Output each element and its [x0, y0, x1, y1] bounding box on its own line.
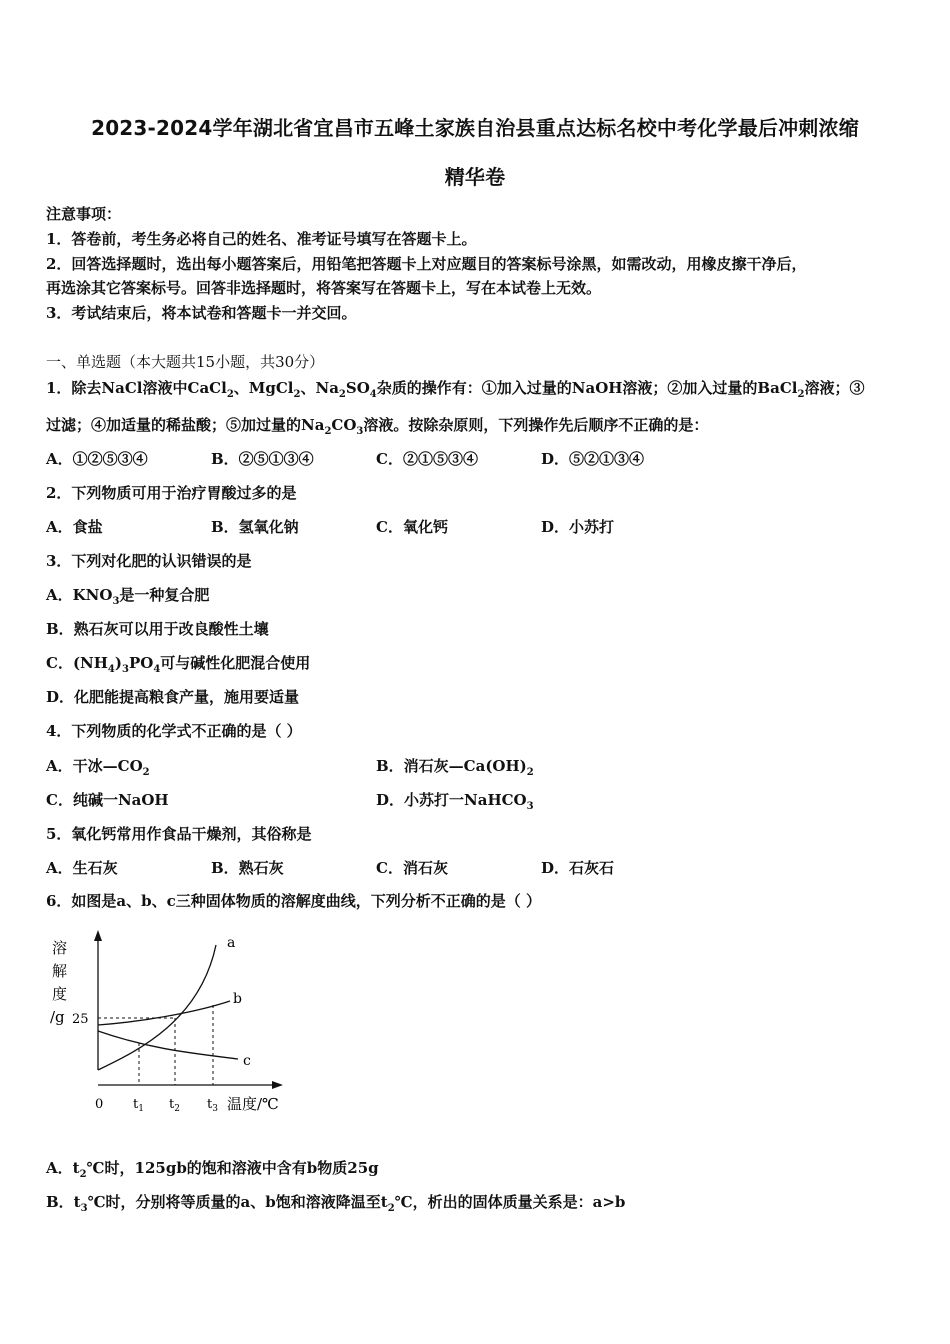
q1-sub: 2 — [797, 389, 805, 400]
q4-option-b-sub: 2 — [526, 767, 534, 778]
curve-a-label: a — [227, 935, 236, 951]
q2-option-a[interactable]: A．食盐 — [46, 518, 103, 536]
q1-option-a[interactable]: A．①②⑤③④ — [46, 450, 148, 468]
q4-option-c[interactable]: C．纯碱一NaOH — [46, 791, 169, 809]
q4-option-b[interactable] — [376, 755, 534, 778]
q3-option-a-text: 是一种复合肥 — [119, 586, 210, 604]
q1-sub: 2 — [324, 426, 332, 437]
q6-option-a-text: ℃时，125gb的饱和溶液中含有b物质25g — [86, 1159, 379, 1177]
curve-c — [98, 1031, 238, 1059]
q6-option-b-sub: 3 — [80, 1203, 88, 1214]
y-axis-arrow — [94, 930, 102, 941]
q3-option-a[interactable] — [46, 584, 209, 607]
t2-main: t — [169, 1097, 175, 1112]
q2-option-d[interactable]: D．小苏打 — [541, 518, 615, 536]
y-label-char-3: 度 — [52, 985, 68, 1003]
y-tick-25: 25 — [72, 1012, 89, 1027]
q4-option-d-text: D．小苏打一NaHCO — [376, 791, 527, 809]
note-item-1: 1．答卷前，考生务必将自己的姓名、准考证号填写在答题卡上。 — [46, 230, 477, 248]
y-label-unit: /g — [50, 1008, 65, 1026]
q3-option-d[interactable]: D．化肥能提高粮食产量，施用要适量 — [46, 688, 300, 706]
q6-option-b[interactable] — [46, 1191, 625, 1214]
q1-option-b[interactable]: B．②⑤①③④ — [211, 450, 314, 468]
q1-sub: 2 — [338, 389, 346, 400]
q6-option-a-text: A．t — [46, 1159, 80, 1177]
curve-b-label: b — [233, 991, 242, 1007]
q4-option-b-text: B．消石灰—Ca(OH) — [376, 757, 527, 775]
origin-label: 0 — [95, 1097, 104, 1112]
q6-option-b-text: ℃时，分别将等质量的a、b饱和溶液降温至t — [87, 1193, 388, 1211]
q1-text: 杂质的操作有：①加入过量的NaOH溶液；②加入过量的BaCl — [376, 379, 798, 397]
q3-option-c-sub: 3 — [122, 664, 129, 675]
q1-text: 1．除去NaCl溶液中CaCl — [46, 379, 227, 397]
q1-text: 过滤；④加适量的稀盐酸；⑤加过量的Na — [46, 416, 325, 434]
q6-stem: 6．如图是a、b、c三种固体物质的溶解度曲线，下列分析不正确的是（ ） — [46, 892, 542, 910]
q1-option-d[interactable]: D．⑤②①③④ — [541, 450, 645, 468]
q5-option-b[interactable]: B．熟石灰 — [211, 859, 284, 877]
q3-option-c-sub: 4 — [153, 664, 161, 675]
y-label-char-2: 解 — [52, 962, 68, 980]
q1-text: SO — [345, 379, 370, 397]
q1-stem — [46, 377, 864, 400]
q1-text: 、MgCl — [233, 379, 294, 397]
note-item-2-cont: 再选涂其它答案标号。回答非选择题时，将答案写在答题卡上，写在本试卷上无效。 — [46, 279, 602, 297]
q1-text: 溶液。按除杂原则，下列操作先后顺序不正确的是： — [363, 416, 709, 434]
q1-sub: 3 — [356, 426, 364, 437]
y-label-char-1: 溶 — [52, 939, 68, 957]
q1-sub: 2 — [293, 389, 301, 400]
q3-option-c-sub: 4 — [107, 664, 115, 675]
q1-text: CO — [331, 416, 357, 434]
q4-stem: 4．下列物质的化学式不正确的是（ ） — [46, 722, 302, 740]
q3-option-c-text: ) — [114, 654, 122, 672]
q5-option-a[interactable]: A．生石灰 — [46, 859, 118, 877]
solubility-curve-graph — [40, 925, 300, 1125]
t1-sub: 1 — [138, 1104, 144, 1114]
q4-option-a-text: A．干冰—CO — [46, 757, 143, 775]
q6-option-b-text: B．t — [46, 1193, 81, 1211]
q3-option-a-text: A．KNO — [46, 586, 113, 604]
q1-text: 溶液；③ — [804, 379, 865, 397]
exam-title-line-1: 2023-2024学年湖北省宜昌市五峰土家族自治县重点达标名校中考化学最后冲刺浓缩 — [91, 116, 859, 140]
curve-b — [98, 1001, 230, 1025]
q4-option-d-sub: 3 — [526, 801, 534, 812]
q4-option-a[interactable] — [46, 755, 150, 778]
note-item-2: 2．回答选择题时，选出每小题答案后，用铅笔把答题卡上对应题目的答案标号涂黑，如需改动，用橡皮擦干净后， — [46, 255, 807, 273]
q2-option-c[interactable]: C．氧化钙 — [376, 518, 448, 536]
exam-title-line-2: 精华卷 — [444, 165, 506, 189]
q2-option-b[interactable]: B．氢氧化钠 — [211, 518, 299, 536]
q6-option-b-text: ℃，析出的固体质量关系是：a>b — [394, 1193, 626, 1211]
t3-label — [207, 1097, 218, 1114]
q3-option-c-text: PO — [128, 654, 154, 672]
curve-a — [98, 945, 216, 1070]
q6-option-a-sub: 2 — [79, 1169, 87, 1180]
x-axis-arrow — [272, 1081, 283, 1089]
t3-sub: 3 — [212, 1104, 218, 1114]
q1-sub: 4 — [369, 389, 377, 400]
q3-option-a-sub: 3 — [112, 596, 120, 607]
section-heading: 一、单选题（本大题共15小题，共30分） — [46, 353, 325, 371]
q3-option-c-text: 可与碱性化肥混合使用 — [160, 654, 311, 672]
q4-option-a-sub: 2 — [142, 767, 150, 778]
q1-text: 、Na — [300, 379, 339, 397]
q6-option-b-sub: 2 — [387, 1203, 395, 1214]
q1-stem-cont — [46, 414, 708, 437]
q5-stem: 5．氧化钙常用作食品干燥剂，其俗称是 — [46, 825, 312, 843]
q2-stem: 2．下列物质可用于治疗胃酸过多的是 — [46, 484, 297, 502]
q5-option-d[interactable]: D．石灰石 — [541, 859, 615, 877]
t1-label — [133, 1097, 144, 1114]
q3-option-c[interactable] — [46, 652, 310, 675]
q1-sub: 2 — [226, 389, 234, 400]
x-axis-label: 温度/℃ — [227, 1095, 279, 1113]
q3-option-c-text: C．(NH — [46, 654, 108, 672]
note-item-3: 3．考试结束后，将本试卷和答题卡一并交回。 — [46, 304, 357, 322]
q5-option-c[interactable]: C．消石灰 — [376, 859, 448, 877]
t2-label — [169, 1097, 180, 1114]
q3-option-b[interactable]: B．熟石灰可以用于改良酸性土壤 — [46, 620, 269, 638]
notes-heading: 注意事项： — [46, 205, 122, 223]
q3-stem: 3．下列对化肥的认识错误的是 — [46, 552, 252, 570]
curve-c-label: c — [243, 1053, 251, 1069]
q6-option-a[interactable] — [46, 1157, 379, 1180]
t2-sub: 2 — [174, 1104, 180, 1114]
t3-main: t — [207, 1097, 213, 1112]
q1-option-c[interactable]: C．②①⑤③④ — [376, 450, 478, 468]
t1-main: t — [133, 1097, 139, 1112]
q4-option-d[interactable] — [376, 789, 534, 812]
